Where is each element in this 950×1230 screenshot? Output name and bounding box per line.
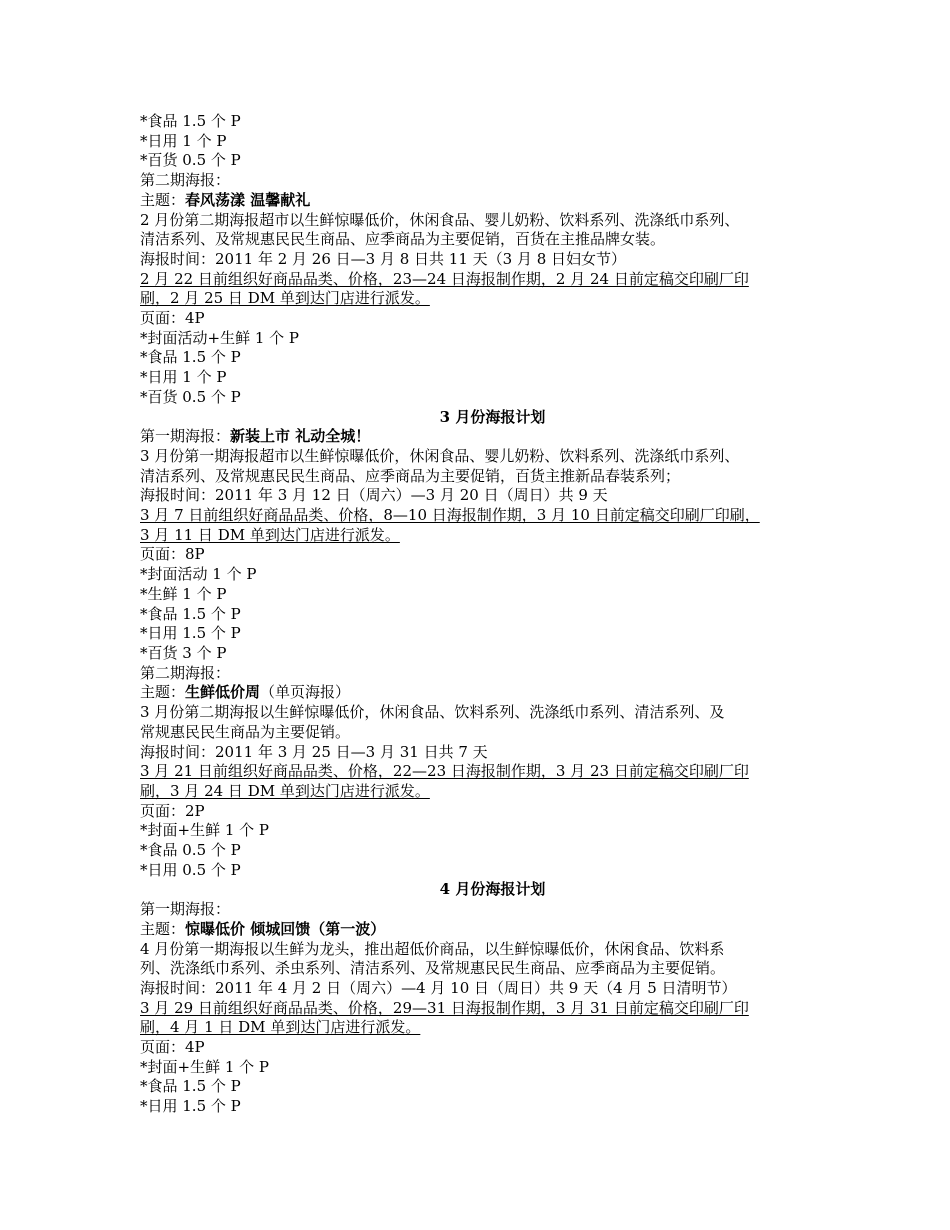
theme-prefix: 主题： xyxy=(140,190,186,209)
theme-prefix: 主题： xyxy=(140,683,186,702)
list-item: *食品 1.5 个 P xyxy=(140,348,241,367)
description-line: 2 月份第二期海报超市以生鲜惊曝低价，休闲食品、婴儿奶粉、饮料系列、洗涤纸巾系列、 xyxy=(140,210,740,229)
description-line: 3 月份第一期海报超市以生鲜惊曝低价，休闲食品、婴儿奶粉、饮料系列、洗涤纸巾系列、 xyxy=(140,446,740,465)
schedule-line: 刷，3 月 24 日 DM 单到达门店进行派发。 xyxy=(140,781,430,800)
theme-text: 生鲜低价周 xyxy=(185,683,261,702)
list-item: *食品 1.5 个 P xyxy=(140,1077,241,1096)
theme-line xyxy=(140,683,850,703)
list-item: *封面+生鲜 1 个 P xyxy=(140,821,270,840)
theme-text: 新装上市 礼动全城！ xyxy=(230,427,371,446)
theme-line xyxy=(140,427,850,447)
pages-line: 页面：8P xyxy=(140,545,205,564)
description-line: 3 月份第二期海报以生鲜惊曝低价，休闲食品、饮料系列、洗涤纸巾系列、清洁系列、及 xyxy=(140,703,725,722)
description-line: 列、洗涤纸巾系列、杀虫系列、清洁系列、及常规惠民民生商品、应季商品为主要促销。 xyxy=(140,959,726,978)
schedule-line: 刷，4 月 1 日 DM 单到达门店进行派发。 xyxy=(140,1018,421,1037)
section-title: 3 月份海报计划 xyxy=(439,407,546,426)
description-line: 清洁系列、及常规惠民民生商品、应季商品为主要促销，百货在主推品牌女装。 xyxy=(140,230,666,249)
schedule-line: 3 月 21 日前组织好商品品类、价格，22—23 日海报制作期，3 月 23 日前定稿交印刷厂印 xyxy=(140,762,749,781)
list-item: *日用 0.5 个 P xyxy=(140,860,241,879)
section-heading: 第二期海报： xyxy=(140,171,231,190)
schedule-line: 刷，2 月 25 日 DM 单到达门店进行派发。 xyxy=(140,289,430,308)
list-item: *封面活动 1 个 P xyxy=(140,565,257,584)
theme-text: 春风荡漾 温馨献礼 xyxy=(185,190,311,209)
list-item: *日用 1 个 P xyxy=(140,131,227,150)
time-line: 海报时间：2011 年 2 月 26 日—3 月 8 日共 11 天（3 月 8 日妇女节） xyxy=(140,249,627,268)
theme-prefix: 主题： xyxy=(140,919,186,938)
schedule-line: 3 月 11 日 DM 单到达门店进行派发。 xyxy=(140,525,400,544)
theme-suffix: （单页海报） xyxy=(260,683,351,702)
schedule-line: 2 月 22 日前组织好商品品类、价格，23—24 日海报制作期，2 月 24 日前定稿交印刷厂印 xyxy=(140,269,749,288)
section-title: 4 月份海报计划 xyxy=(439,880,546,899)
theme-line xyxy=(140,920,850,940)
list-item: *食品 0.5 个 P xyxy=(140,841,241,860)
list-item: *食品 1.5 个 P xyxy=(140,604,241,623)
section-heading: 第二期海报： xyxy=(140,663,231,682)
list-item: *封面+生鲜 1 个 P xyxy=(140,1057,270,1076)
list-item: *日用 1.5 个 P xyxy=(140,1097,241,1116)
theme-line xyxy=(140,191,850,211)
time-line: 海报时间：2011 年 4 月 2 日（周六）—4 月 10 日（周日）共 9 天（4 月 5 日清明节） xyxy=(140,978,737,997)
pages-line: 页面：4P xyxy=(140,1038,205,1057)
theme-text: 惊曝低价 倾城回馈（第一波） xyxy=(185,919,386,938)
list-item: *日用 1 个 P xyxy=(140,368,227,387)
time-line: 海报时间：2011 年 3 月 25 日—3 月 31 日共 7 天 xyxy=(140,742,488,761)
time-line: 海报时间：2011 年 3 月 12 日（周六）—3 月 20 日（周日）共 9 天 xyxy=(140,486,608,505)
schedule-line: 3 月 29 日前组织好商品品类、价格，29—31 日海报制作期，3 月 31 日前定稿交印刷厂印 xyxy=(140,998,749,1017)
list-item: *百货 0.5 个 P xyxy=(140,387,241,406)
list-item: *食品 1.5 个 P xyxy=(140,112,241,130)
list-item: *百货 3 个 P xyxy=(140,643,227,662)
section-heading: 第一期海报： xyxy=(140,900,231,919)
list-item: *百货 0.5 个 P xyxy=(140,151,241,170)
pages-line: 页面：2P xyxy=(140,801,205,820)
list-item: *封面活动+生鲜 1 个 P xyxy=(140,328,300,347)
list-item: *日用 1.5 个 P xyxy=(140,624,241,643)
schedule-line: 3 月 7 日前组织好商品品类、价格，8—10 日海报制作期，3 月 10 日前定稿交印刷厂印刷， xyxy=(140,506,760,525)
list-item: *生鲜 1 个 P xyxy=(140,584,227,603)
description-line: 清洁系列、及常规惠民民生商品、应季商品为主要促销，百货主推新品春装系列； xyxy=(140,466,681,485)
description-line: 常规惠民民生商品为主要促销。 xyxy=(140,722,351,741)
description-line: 4 月份第一期海报以生鲜为龙头，推出超低价商品，以生鲜惊曝低价，休闲食品、饮料系 xyxy=(140,939,725,958)
pages-line: 页面：4P xyxy=(140,309,205,328)
heading-prefix: 第一期海报： xyxy=(140,427,231,446)
